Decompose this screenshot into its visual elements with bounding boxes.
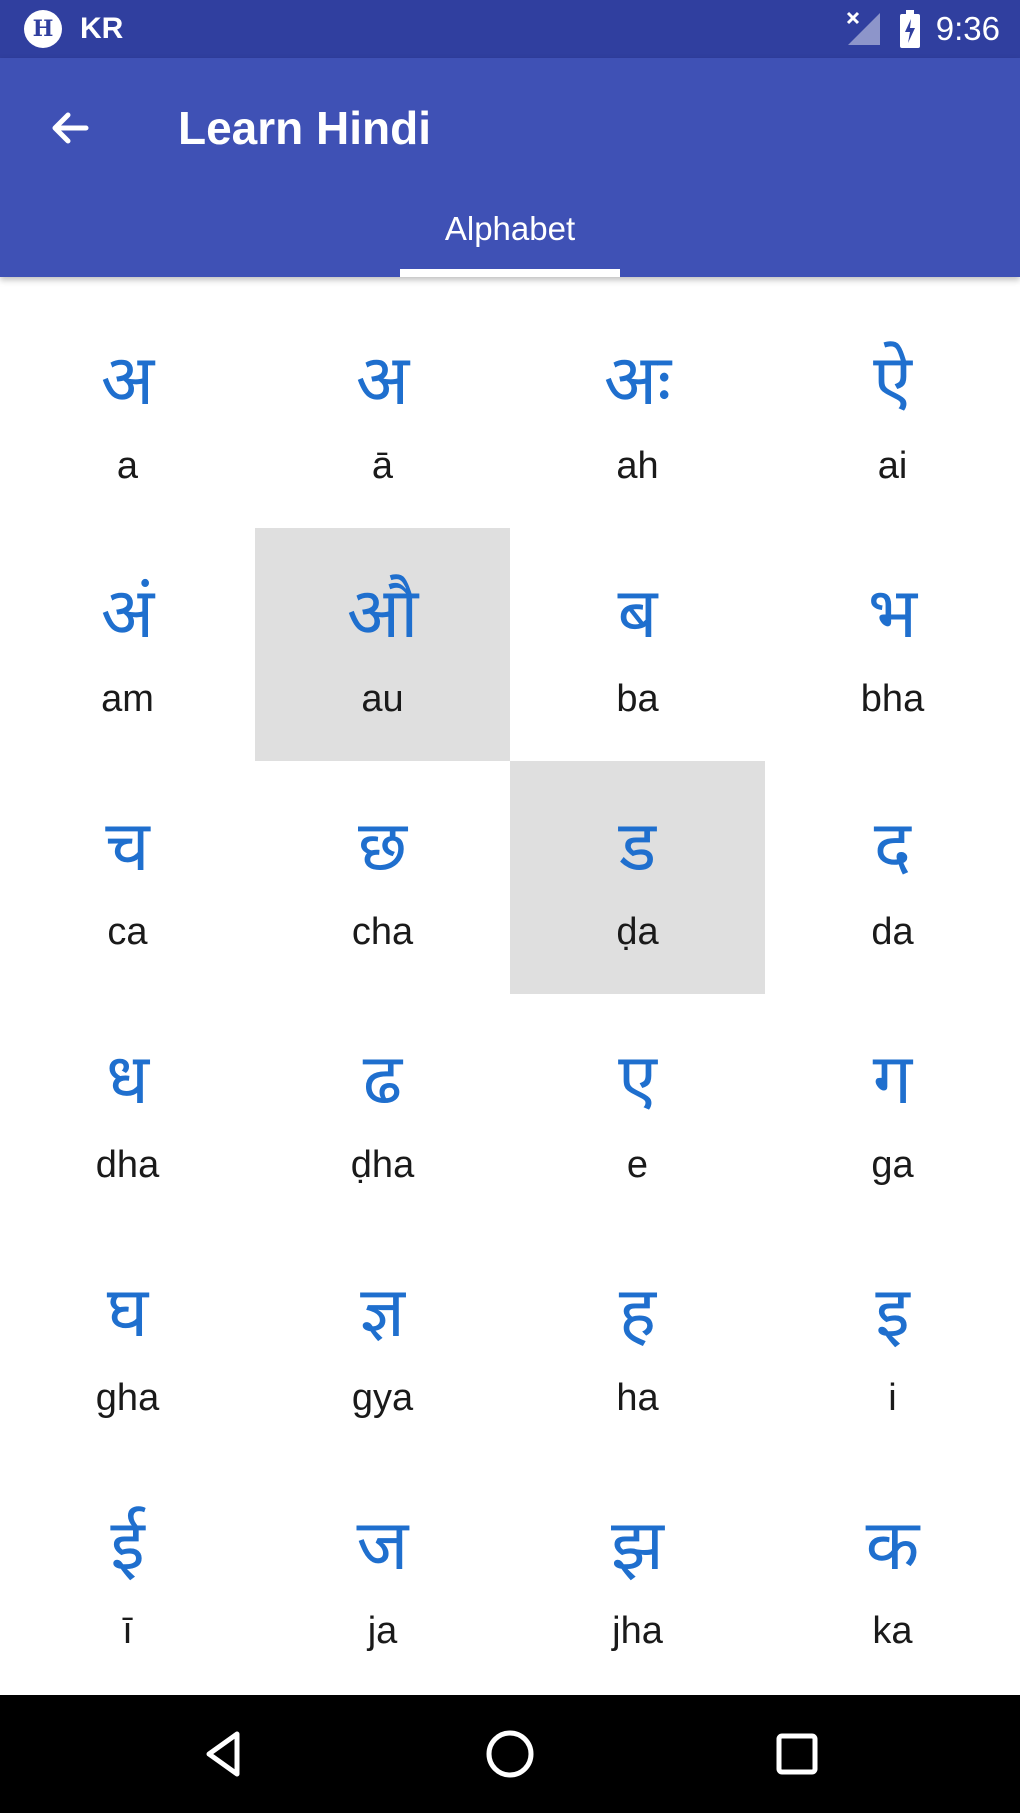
app-title: Learn Hindi	[178, 102, 432, 154]
letter-cell-a[interactable]	[0, 295, 255, 528]
letter-cell-ba[interactable]	[510, 528, 765, 761]
tab-alphabet[interactable]	[400, 208, 620, 277]
back-arrow-icon	[46, 104, 94, 152]
clock: 9:36	[935, 10, 1000, 47]
transliteration-label: gha	[95, 1377, 160, 1419]
devanagari-letter: ई	[110, 1504, 145, 1586]
transliteration-label: ḍha	[350, 1144, 415, 1186]
transliteration-label: au	[361, 678, 404, 720]
devanagari-letter: अ	[100, 339, 155, 421]
letter-cell-e[interactable]	[510, 994, 765, 1227]
nav-home-button[interactable]	[465, 1709, 555, 1799]
nav-recents-button[interactable]	[752, 1709, 842, 1799]
status-right	[844, 0, 1000, 58]
devanagari-letter: अं	[100, 572, 155, 654]
devanagari-letter: ज	[356, 1504, 409, 1586]
devanagari-letter: भ	[867, 572, 918, 654]
transliteration-label: ā	[371, 445, 394, 487]
transliteration-label: ah	[616, 445, 659, 487]
alphabet-grid	[0, 295, 1020, 1693]
devanagari-letter: झ	[611, 1504, 664, 1586]
letter-cell-aa[interactable]	[255, 295, 510, 528]
letter-cell-ii[interactable]	[0, 1460, 255, 1693]
devanagari-letter: ब	[617, 572, 658, 654]
carrier-label: KR	[80, 12, 124, 45]
devanagari-letter: ध	[105, 1038, 150, 1120]
nav-back-button[interactable]	[178, 1709, 268, 1799]
transliteration-label: ha	[616, 1377, 659, 1419]
transliteration-label: gya	[351, 1377, 414, 1419]
devanagari-letter: अ	[355, 339, 410, 421]
letter-cell-au[interactable]	[255, 528, 510, 761]
letter-cell-ddha[interactable]	[255, 994, 510, 1227]
letter-cell-ai[interactable]	[765, 295, 1020, 528]
letter-cell-cha[interactable]	[255, 761, 510, 994]
navigation-bar	[0, 1695, 1020, 1813]
devanagari-letter: ऐ	[873, 339, 912, 421]
nav-home-icon	[480, 1724, 540, 1784]
nav-recents-icon	[767, 1724, 827, 1784]
transliteration-label: ī	[122, 1610, 133, 1652]
transliteration-label: cha	[351, 911, 414, 953]
devanagari-letter: च	[105, 805, 150, 887]
transliteration-label: dha	[95, 1144, 160, 1186]
battery-charging-icon	[898, 9, 922, 49]
letter-cell-ca[interactable]	[0, 761, 255, 994]
transliteration-label: ja	[367, 1610, 398, 1652]
letter-cell-ja[interactable]	[255, 1460, 510, 1693]
devanagari-letter: क	[865, 1504, 920, 1586]
tab-indicator	[400, 269, 620, 277]
letter-cell-am[interactable]	[0, 528, 255, 761]
devanagari-letter: इ	[875, 1271, 910, 1353]
letter-cell-dda[interactable]	[510, 761, 765, 994]
transliteration-label: bha	[860, 678, 925, 720]
devanagari-letter: अः	[603, 339, 672, 421]
devanagari-letter: ह	[618, 1271, 657, 1353]
letter-cell-ka[interactable]	[765, 1460, 1020, 1693]
transliteration-label: i	[888, 1377, 897, 1419]
devanagari-letter: ग	[872, 1038, 913, 1120]
devanagari-letter: ज्ञ	[360, 1271, 405, 1353]
devanagari-letter: घ	[106, 1271, 149, 1353]
letter-cell-ga[interactable]	[765, 994, 1020, 1227]
letter-cell-jha[interactable]	[510, 1460, 765, 1693]
tab-label: Alphabet	[444, 210, 576, 247]
transliteration-label: ba	[616, 678, 659, 720]
devanagari-letter: ढ	[362, 1038, 403, 1120]
transliteration-label: a	[116, 445, 139, 487]
status-left	[24, 0, 123, 58]
letter-cell-da[interactable]	[765, 761, 1020, 994]
devanagari-letter: ए	[618, 1038, 657, 1120]
transliteration-label: ga	[871, 1144, 914, 1186]
letter-cell-gha[interactable]	[0, 1227, 255, 1460]
transliteration-label: ca	[107, 911, 148, 953]
letter-cell-gya[interactable]	[255, 1227, 510, 1460]
transliteration-label: jha	[612, 1610, 663, 1652]
letter-cell-ah[interactable]	[510, 295, 765, 528]
devanagari-letter: द	[873, 805, 912, 887]
transliteration-label: e	[626, 1144, 649, 1186]
devanagari-letter: ड	[618, 805, 657, 887]
back-button[interactable]	[36, 94, 104, 162]
devanagari-letter: औ	[346, 572, 419, 654]
transliteration-label: ḍa	[616, 911, 659, 953]
hindi-app-notification-icon: H	[24, 10, 62, 48]
transliteration-label: ai	[877, 445, 908, 487]
transliteration-label: am	[101, 678, 154, 720]
letter-cell-i[interactable]	[765, 1227, 1020, 1460]
nav-back-icon	[193, 1724, 253, 1784]
app-bar	[0, 58, 1020, 277]
letter-cell-dha[interactable]	[0, 994, 255, 1227]
devanagari-letter: छ	[357, 805, 408, 887]
transliteration-label: ka	[872, 1610, 913, 1652]
letter-cell-ha[interactable]	[510, 1227, 765, 1460]
no-signal-icon	[844, 9, 884, 49]
letter-cell-bha[interactable]	[765, 528, 1020, 761]
transliteration-label: da	[871, 911, 914, 953]
status-bar	[0, 0, 1020, 58]
